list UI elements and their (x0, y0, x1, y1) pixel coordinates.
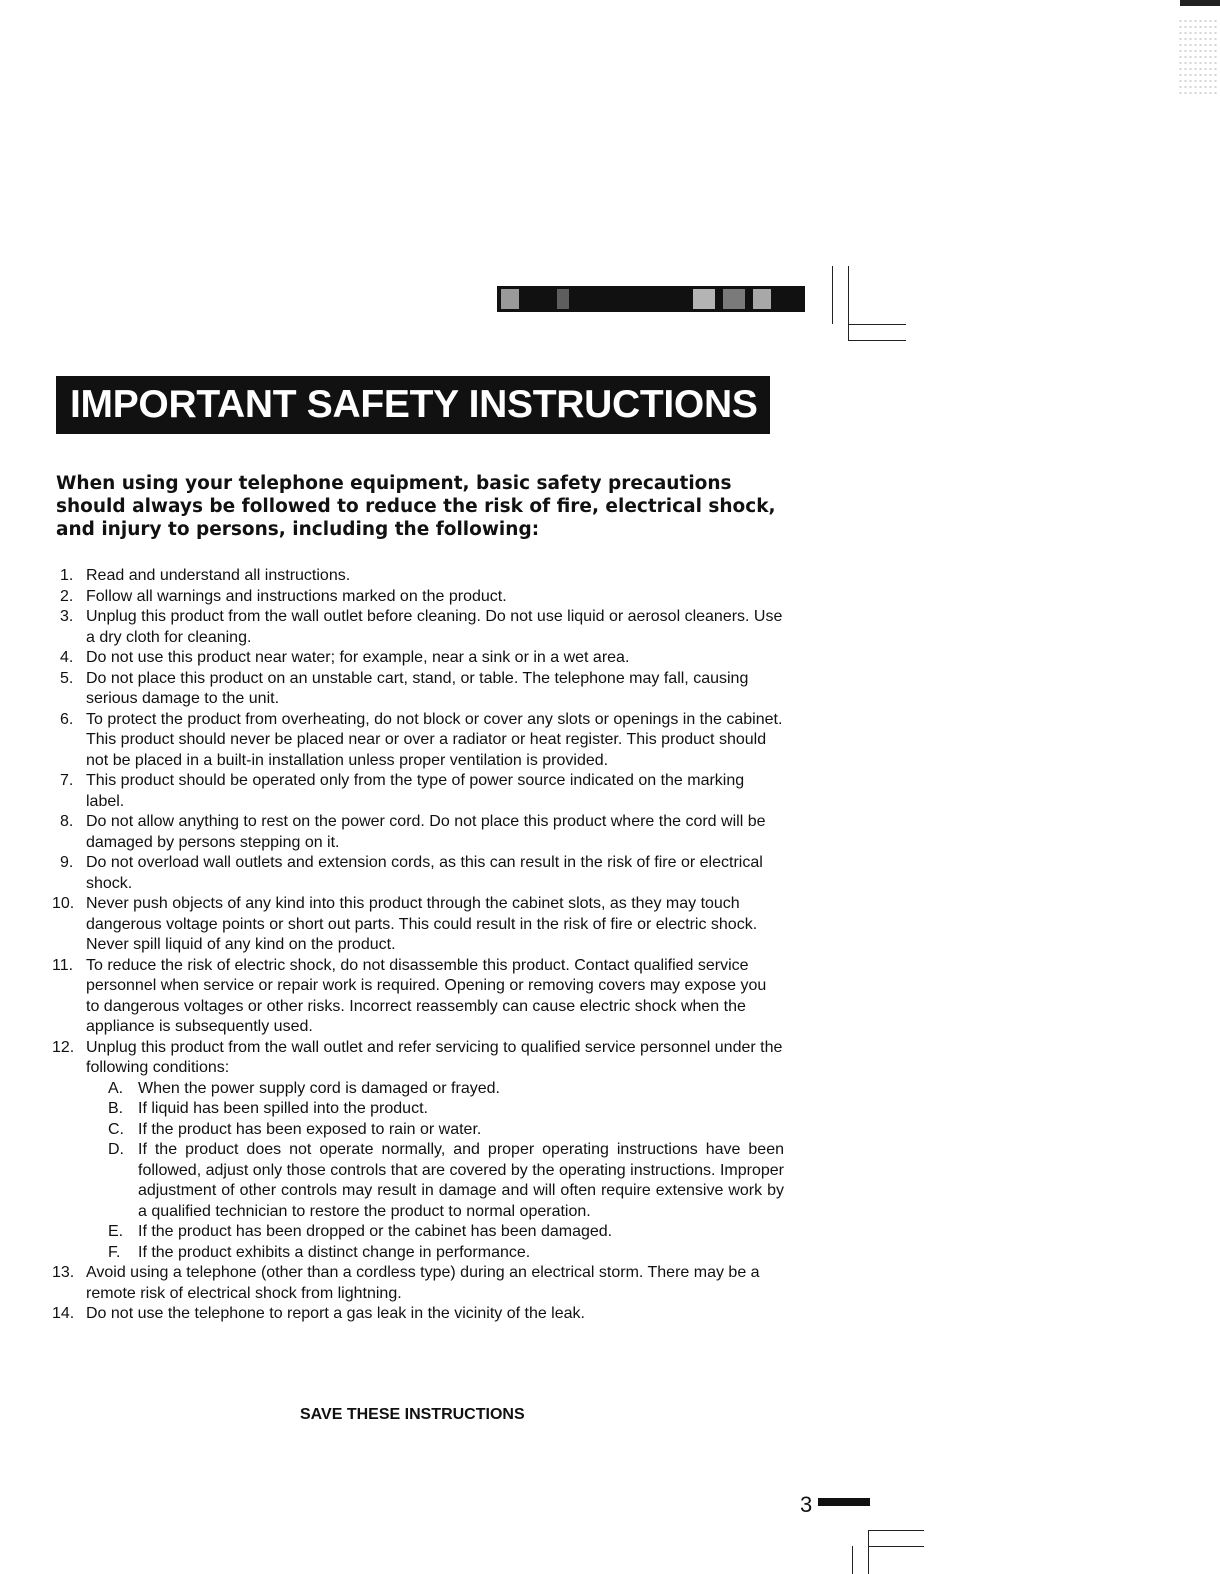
sub-list-item (108, 1079, 784, 1100)
sub-list-item (108, 1222, 784, 1243)
item-number: 9. (60, 854, 74, 871)
list-item (60, 566, 784, 587)
item-number: 11. (52, 956, 74, 974)
sub-item-text: If liquid has been spilled into the product. (138, 1100, 428, 1117)
item-text: Do not use this product near water; for example, near a sink or in a wet area. (86, 649, 630, 666)
item-text: Read and understand all instructions. (86, 567, 351, 584)
sub-item-text: If the product has been dropped or the cabinet has been damaged. (138, 1223, 613, 1240)
header-bar-shade (557, 289, 569, 309)
header-bar-shade (753, 289, 771, 309)
list-item (52, 1263, 784, 1304)
page-tab (818, 1498, 870, 1506)
crop-mark (868, 1530, 924, 1531)
item-text: Do not use the telephone to report a gas leak in the vicinity of the leak. (86, 1305, 585, 1322)
header-bar (497, 286, 805, 312)
item-text: Do not overload wall outlets and extension cords, as this can result in the risk of fire or electrical shock. (86, 854, 763, 892)
item-text: To protect the product from overheating, do not block or cover any slots or openings in the cabinet. This product should never be placed near or over a radiator or heat register. This product should not be placed in a built-in installation unless proper ventilation is provided. (86, 710, 783, 769)
list-item (60, 710, 784, 772)
sub-item-letter: B. (108, 1100, 124, 1117)
corner-strip (1180, 0, 1220, 6)
list-item (52, 1304, 784, 1325)
list-item (60, 853, 784, 894)
list-item (60, 812, 784, 853)
item-number: 6. (60, 710, 74, 728)
item-number: 3. (60, 608, 74, 625)
list-item (52, 1038, 784, 1264)
list-item (52, 894, 784, 956)
item-number: 1. (60, 567, 74, 584)
sub-list-item (108, 1140, 784, 1222)
crop-mark (848, 340, 906, 341)
item-number: 5. (60, 669, 74, 687)
item-number: 8. (60, 813, 74, 830)
item-text: This product should be operated only from the type of power source indicated on the marking label. (86, 772, 745, 810)
item-number: 14. (52, 1305, 75, 1322)
safety-list (52, 566, 784, 1325)
list-item (60, 669, 784, 710)
page-title: IMPORTANT SAFETY INSTRUCTIONS (56, 376, 770, 434)
item-text: Never push objects of any kind into this product through the cabinet slots, as they may touch dangerous voltage points or short out parts. This could result in the risk of fire or electric shock. Never spill liquid of any kind on the product. (86, 895, 758, 953)
list-item (52, 956, 784, 1038)
item-text: Do not allow anything to rest on the power cord. Do not place this product where the cord will be damaged by persons stepping on it. (86, 813, 766, 851)
item-number: 10. (52, 895, 75, 912)
item-number: 13. (52, 1264, 75, 1281)
item-number: 12. (52, 1038, 75, 1056)
sub-list-item (108, 1099, 784, 1120)
sub-item-text: If the product does not operate normally, and proper operating instructions have been followed, adjust only those controls that are covered by the operating instructions. Improper adjustment of other controls may result in damage and will often require extensive work by a qualified technician to restore the product to normal operation. (138, 1141, 784, 1220)
sub-item-text: When the power supply cord is damaged or frayed. (138, 1079, 500, 1097)
sub-item-letter: A. (108, 1079, 124, 1097)
conditions-list (86, 1079, 784, 1264)
header-bar-shade (693, 289, 715, 309)
sub-item-letter: F. (108, 1243, 121, 1261)
item-text: Unplug this product from the wall outlet and refer servicing to qualified service personnel under the following conditions: (86, 1038, 783, 1076)
save-instructions-heading: SAVE THESE INSTRUCTIONS (300, 1406, 525, 1423)
list-item (60, 587, 784, 608)
sub-item-letter: E. (108, 1223, 124, 1240)
item-text: To reduce the risk of electric shock, do not disassemble this product. Contact qualified service personnel when service or repair work is required. Opening or removing covers may expose you to dangerous voltages or other risks. Incorrect reassembly can cause electric shock when the appliance is subsequently used. (86, 956, 767, 1035)
intro-paragraph: When using your telephone equipment, basic safety precautions should always be followed to reduce the risk of fire, electrical shock, and injury to persons, including the following: (56, 473, 776, 540)
crop-mark (852, 1546, 853, 1574)
header-bar-shade (501, 289, 519, 309)
crop-mark (832, 266, 833, 324)
sub-item-letter: C. (108, 1120, 124, 1138)
page-number: 3 (800, 1492, 813, 1517)
sub-item-text: If the product has been exposed to rain or water. (138, 1120, 482, 1138)
crop-mark (848, 266, 849, 340)
item-text: Do not place this product on an unstable cart, stand, or table. The telephone may fall, causing serious damage to the unit. (86, 669, 749, 707)
item-text: Avoid using a telephone (other than a cordless type) during an electrical storm. There may be a remote risk of electrical shock from lightning. (86, 1264, 760, 1302)
list-item (60, 771, 784, 812)
list-item (60, 648, 784, 669)
crop-mark (868, 1546, 924, 1547)
item-text: Unplug this product from the wall outlet before cleaning. Do not use liquid or aerosol cleaners. Use a dry cloth for cleaning. (86, 608, 783, 646)
corner-halftone (1178, 18, 1218, 98)
sub-list-item (108, 1120, 784, 1141)
crop-mark (868, 1530, 869, 1574)
sub-item-text: If the product exhibits a distinct change in performance. (138, 1243, 531, 1261)
item-number: 7. (60, 772, 74, 789)
crop-mark (848, 324, 906, 325)
sub-list-item (108, 1243, 784, 1264)
item-number: 2. (60, 587, 74, 605)
header-bar-shade (723, 289, 745, 309)
list-item (60, 607, 784, 648)
sub-item-letter: D. (108, 1141, 124, 1158)
item-number: 4. (60, 649, 74, 666)
item-text: Follow all warnings and instructions marked on the product. (86, 587, 507, 605)
